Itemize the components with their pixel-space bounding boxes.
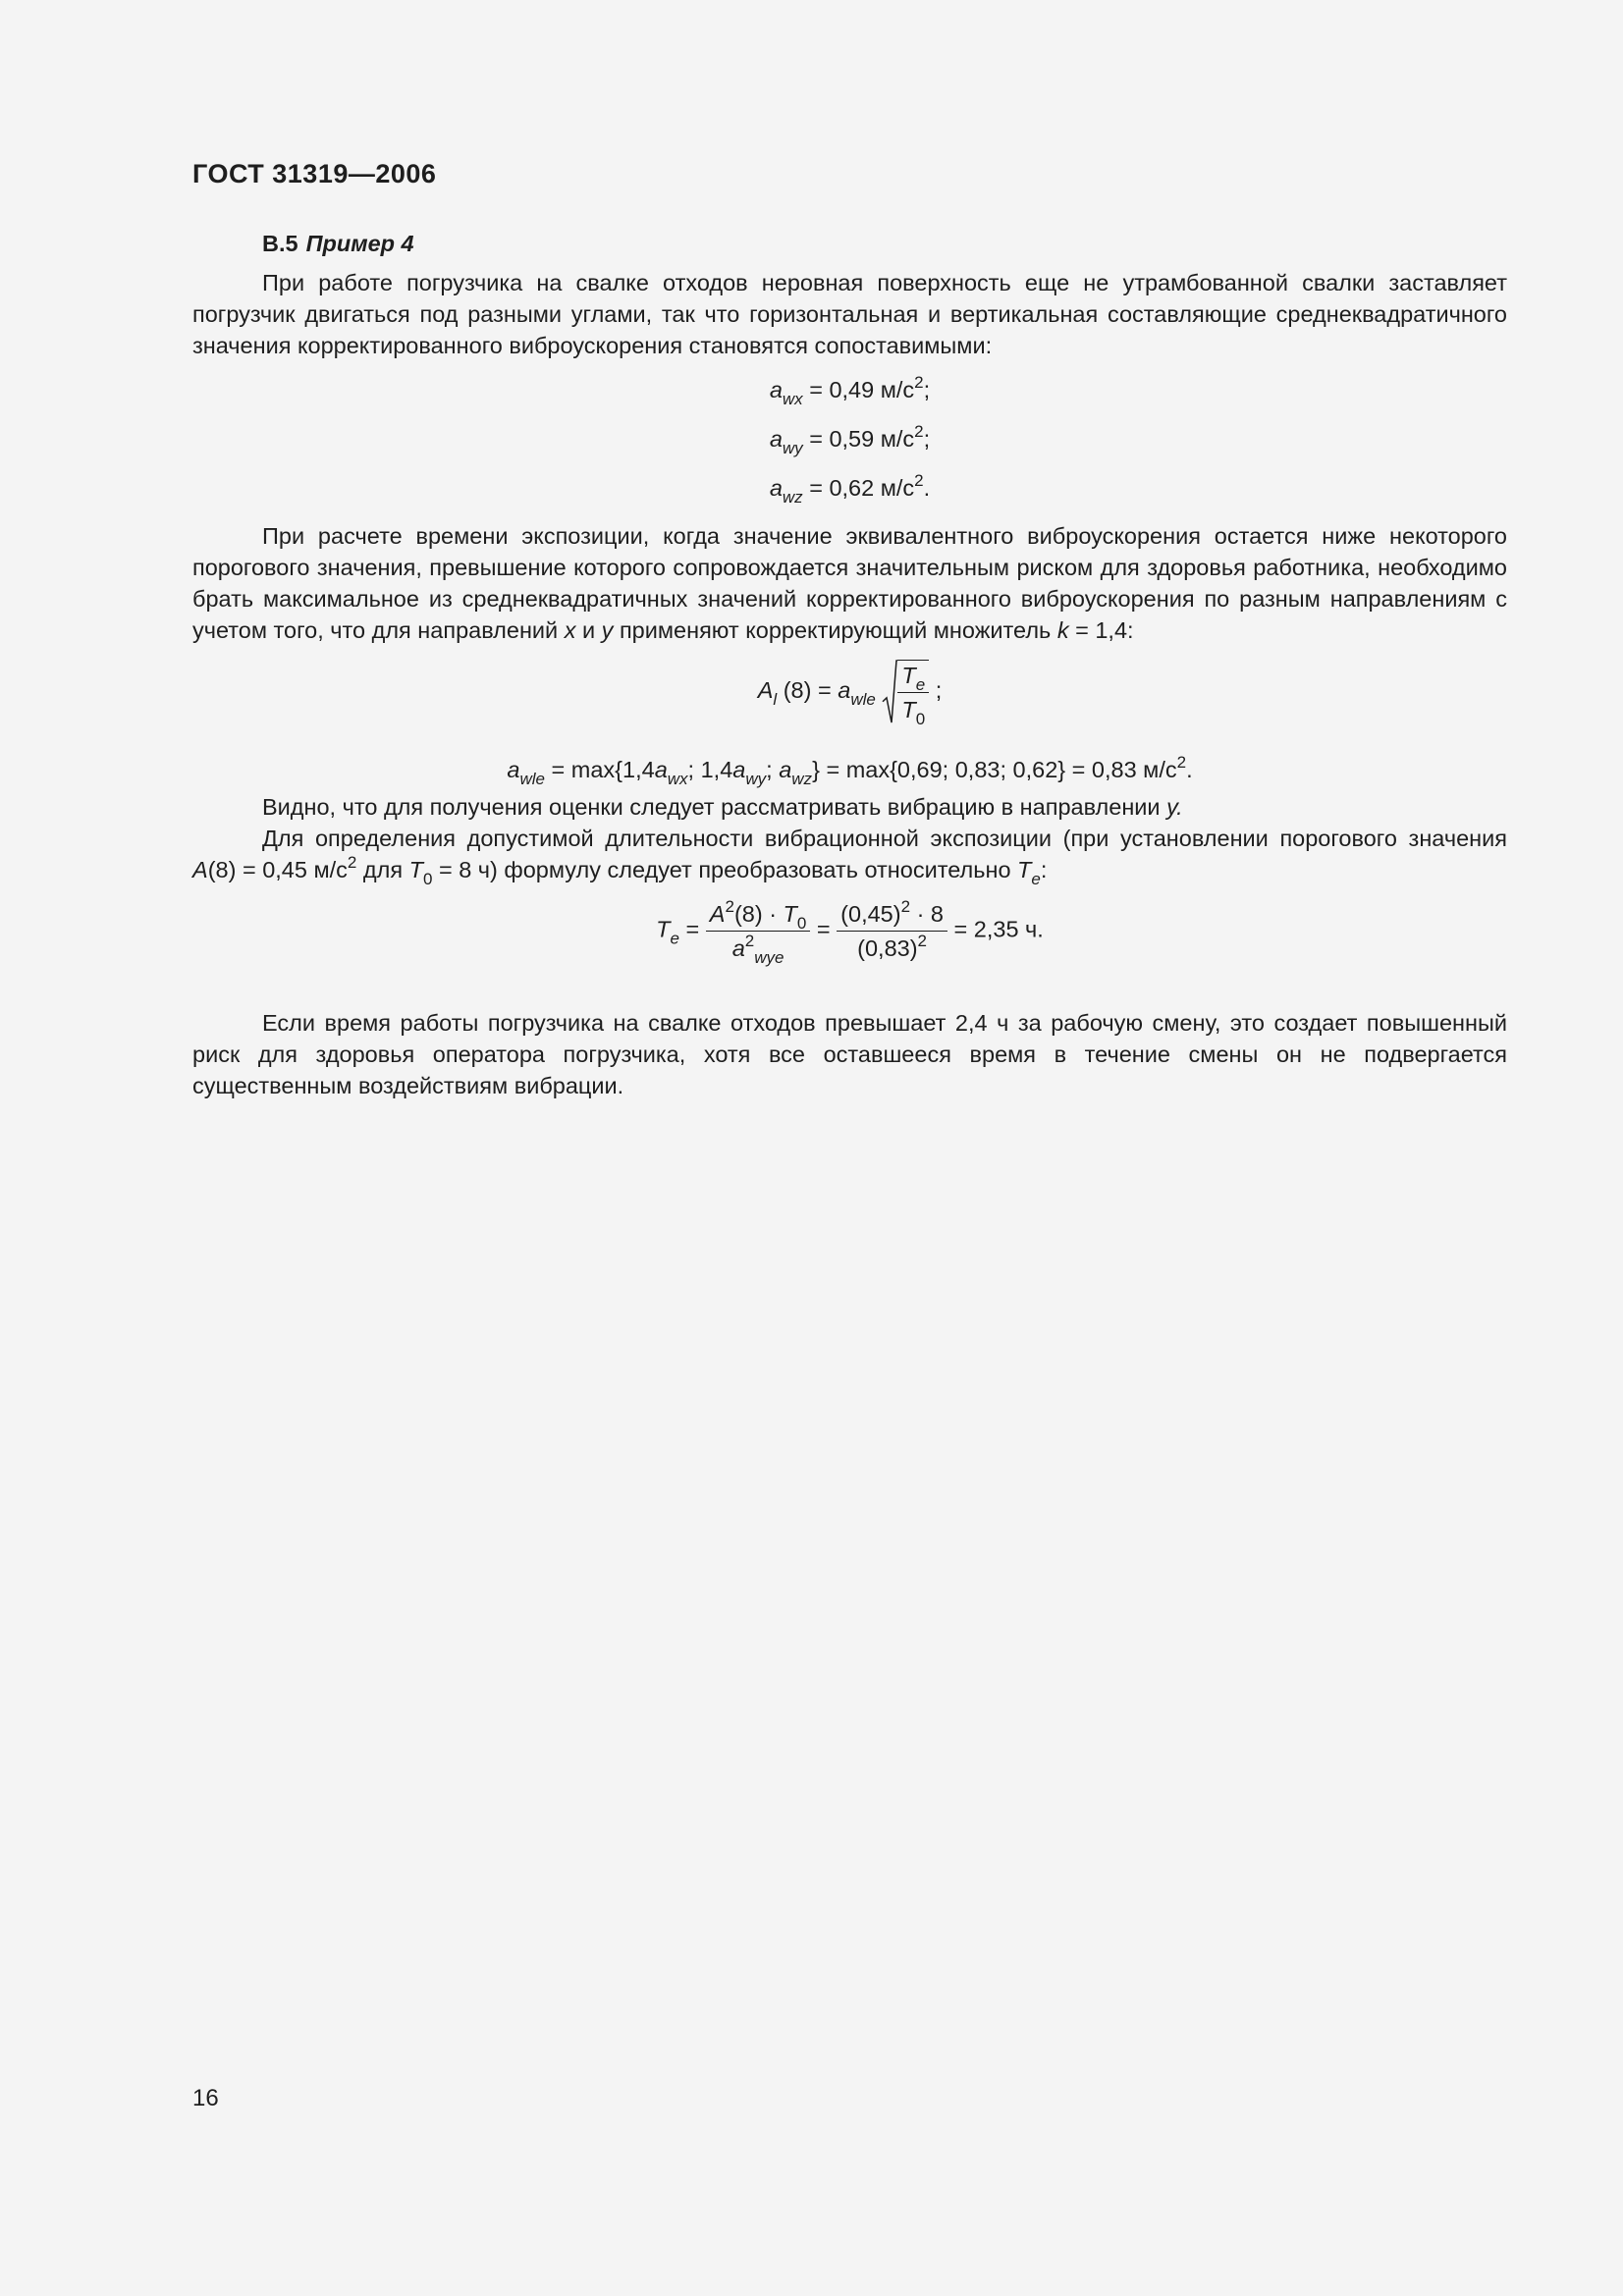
radical-sign-icon bbox=[882, 660, 897, 724]
equation-awx: $a_{wx} = 0,49$ $м/с^2$; bbox=[769, 373, 931, 408]
fraction-numeric: $\frac{(0,45)^2 \cdot 8}{(0,83)^2}$ bbox=[837, 899, 947, 963]
equation-awz: $a_{wz} = 0,62$ $м/с^2$. bbox=[769, 471, 931, 507]
paragraph-intro: При работе погрузчика на свалке отходов неровная поверхность еще не утрамбованной свалки заставляет погрузчик двигаться под разными углами, так что горизонтальная и вертикальная составляющие среднеквадратичного значения корректированного виброускорения становятся сопоставимыми: bbox=[192, 270, 1507, 358]
equation-te: $T_e$ = $\frac{A^2(8) \cdot T_0}{a^2_{wye}}$ = $\frac{(0,45)^2 \cdot 8}{(0,83)^2}$ = 2,35 ч. bbox=[656, 897, 1044, 967]
page-number: 16 bbox=[192, 2085, 219, 2111]
symbol-a: a bbox=[769, 377, 783, 402]
equation-max: $a_{wle} = \max\{1,4a_{wx}$; $1,4a_{wy}$; $a_{wz}\} = \max\{0,69$; 0,83; 0,62} = 0,83 $м/с^2$. bbox=[507, 753, 1193, 788]
paragraph-conclusion: Если время работы погрузчика на свалке отходов превышает 2,4 ч за рабочую смену, это создает повышенный риск для здоровья оператора погрузчика, хотя все оставшееся время в течение смены он не подвергается существенным воздействиям вибрации. bbox=[192, 1010, 1507, 1098]
fraction-a8-t0: $\frac{A^2(8) \cdot T_0}{a^2_{wye}}$ bbox=[706, 899, 811, 963]
document-code-header: ГОСТ 31319—2006 bbox=[192, 159, 437, 188]
equation-al8: $A_l$ $(8) = a_{wle}$ $\frac{T_e}{T_0}$ ; bbox=[192, 660, 1507, 744]
paragraph-direction: Видно, что для получения оценки следует рассматривать вибрацию в направлении y. bbox=[262, 794, 1183, 820]
paragraph-exposure: При расчете времени экспозиции, когда значение эквивалентного виброускорения остается ниже некоторого порогового значения, превышение которого сопровождается значительным риском для здоровья работника, необходимо брать максимальное из среднеквадратичных значений корректированного виброускорения по разным направлениям с учетом того, что для направлений x и y применяют корректирующий множитель k = 1,4: bbox=[192, 523, 1507, 643]
square-root bbox=[882, 660, 929, 728]
section-title: Пример 4 bbox=[305, 231, 414, 256]
equation-awy: $a_{wy} = 0,59$ $м/с^2$; bbox=[769, 422, 931, 457]
page-content bbox=[192, 228, 1507, 1101]
paragraph-permissible-duration: Для определения допустимой длительности вибрационной экспозиции (при установлении порогового значения A(8) = 0,45 $м/с^2$ для $T_0 = 8$ ч) формулу следует преобразовать относительно $T_e$: bbox=[192, 826, 1507, 888]
section-number: В.5 bbox=[262, 231, 298, 256]
section-heading bbox=[262, 228, 1507, 259]
fraction-te-t0: $\frac{T_e}{T_0}$ bbox=[897, 661, 929, 724]
